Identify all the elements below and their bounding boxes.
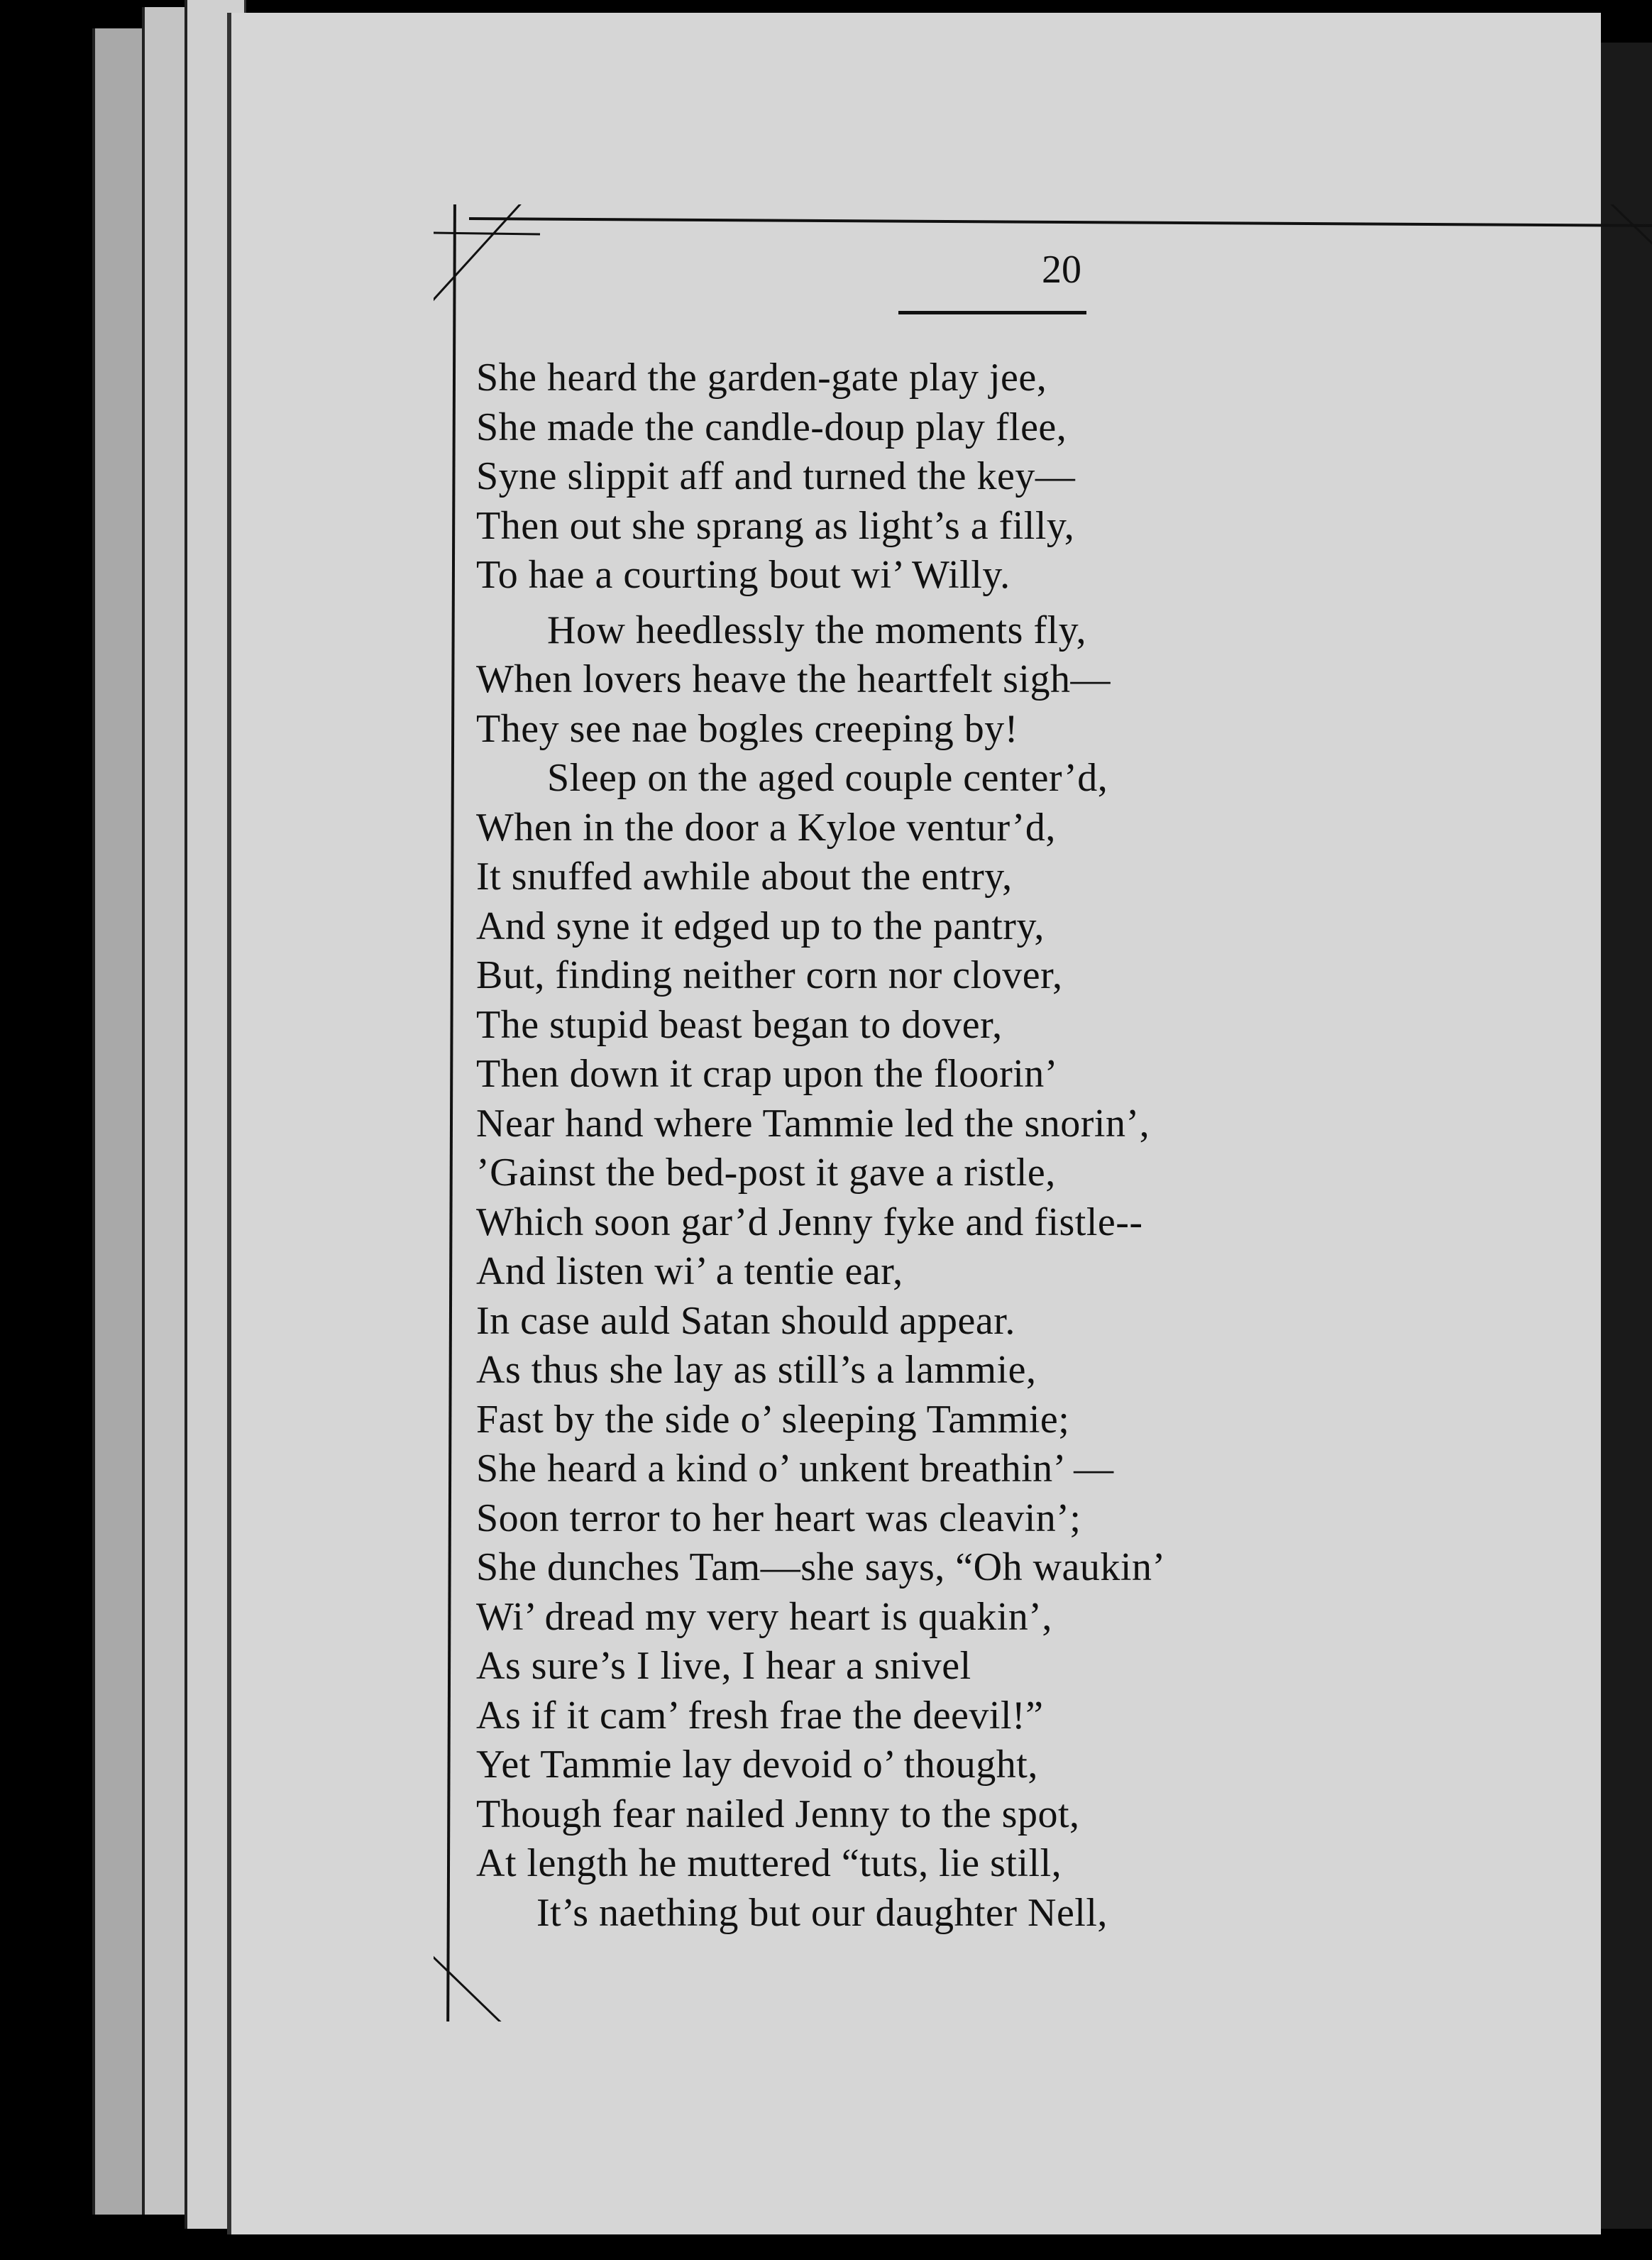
poem-line: They see nae bogles creeping by! xyxy=(476,706,1018,751)
poem-text xyxy=(476,353,1612,1938)
poem-line: To hae a courting bout wi’ Willy. xyxy=(476,553,1011,597)
poem-line: As thus she lay as still’s a lammie, xyxy=(476,1348,1037,1392)
poem-line: In case auld Satan should appear. xyxy=(476,1298,1015,1343)
poem-line: Then out she sprang as light’s a filly, xyxy=(476,503,1075,548)
book-page xyxy=(227,13,1601,2234)
poem-line: At length he muttered “tuts, lie still, xyxy=(476,1841,1062,1885)
poem-line: Sleep on the aged couple center’d, xyxy=(547,756,1108,800)
poem-line: How heedlessly the moments fly, xyxy=(547,608,1086,652)
poem-line: ’Gainst the bed-post it gave a ristle, xyxy=(476,1151,1056,1195)
page-number: 20 xyxy=(1042,248,1081,292)
poem-line: Though fear nailed Jenny to the spot, xyxy=(476,1792,1080,1836)
poem-line: As sure’s I live, I hear a snivel xyxy=(476,1644,971,1688)
poem-line: And syne it edged up to the pantry, xyxy=(476,904,1045,948)
poem-line: She dunches Tam—she says, “Oh waukin’ xyxy=(476,1545,1166,1589)
poem-line: Syne slippit aff and turned the key— xyxy=(476,454,1076,498)
poem-line: It snuffed awhile about the entry, xyxy=(476,855,1013,899)
poem-line: The stupid beast began to dover, xyxy=(476,1002,1003,1047)
poem-line: When lovers heave the heartfelt sigh— xyxy=(476,657,1111,701)
poem-line: Which soon gar’d Jenny fyke and fistle-- xyxy=(476,1200,1143,1244)
poem-line: Yet Tammie lay devoid o’ thought, xyxy=(476,1743,1038,1787)
poem-line: Near hand where Tammie led the snorin’, xyxy=(476,1101,1150,1146)
poem-line: It’s naething but our daughter Nell, xyxy=(536,1890,1108,1935)
poem-line: Fast by the side o’ sleeping Tammie; xyxy=(476,1397,1070,1442)
poem-line: As if it cam’ fresh frae the deevil!” xyxy=(476,1693,1044,1738)
page-number-rule xyxy=(898,311,1086,314)
poem-line: And listen wi’ a tentie ear, xyxy=(476,1249,903,1293)
poem-line: Then down it crap upon the floorin’ xyxy=(476,1052,1058,1096)
poem-line: But, finding neither corn nor clover, xyxy=(476,953,1063,997)
poem-line: She heard the garden-gate play jee, xyxy=(476,356,1047,400)
poem-line: Wi’ dread my very heart is quakin’, xyxy=(476,1594,1052,1639)
poem-line: She made the candle-doup play flee, xyxy=(476,405,1067,449)
poem-line: Soon terror to her heart was cleavin’; xyxy=(476,1496,1081,1540)
poem-line: When in the door a Kyloe ventur’d, xyxy=(476,805,1056,850)
poem-line: She heard a kind o’ unkent breathin’ — xyxy=(476,1447,1114,1491)
